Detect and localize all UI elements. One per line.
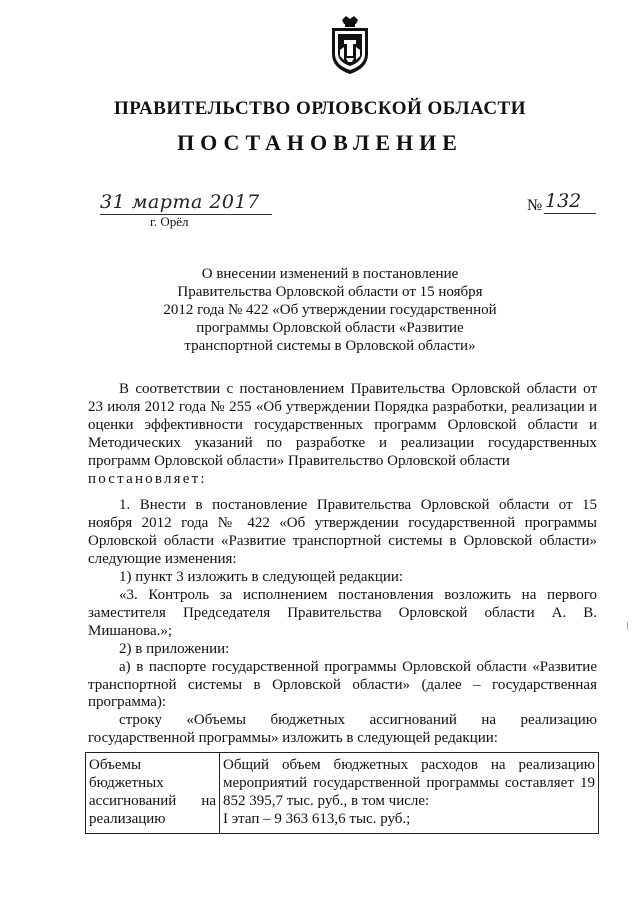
item-1-1: 1) пункт 3 изложить в следующей редакции:: [119, 569, 404, 586]
passport-table: [85, 752, 599, 834]
decree-date: 31 марта 2017: [100, 191, 260, 213]
subject-line: 2012 года № 422 «Об утверждении государственной: [163, 302, 497, 318]
subject-line: О внесении изменений в постановление: [201, 266, 459, 282]
resolves-word: постановляет:: [88, 470, 207, 487]
government-title: ПРАВИТЕЛЬСТВО ОРЛОВСКОЙ ОБЛАСТИ: [113, 98, 526, 119]
decree-title: ПОСТАНОВЛЕНИЕ: [177, 130, 463, 155]
label-line: Объемы: [89, 757, 142, 773]
decree-subject: [120, 265, 540, 355]
label-line: [89, 793, 216, 811]
item-1-2-a: а) в паспорте государственной программы Орловской области «Развитие транспортной системы в Орловской области» (далее – государственная программа):: [88, 658, 597, 711]
item-1-2-a-row: строку «Объемы бюджетных ассигнований на реализацию государственной программы» изложить в следующей редакции:: [88, 712, 597, 747]
decree-number: 132: [545, 190, 582, 212]
decree-body: [88, 381, 597, 748]
table-cell-value: [220, 753, 599, 834]
table-cell-label: [86, 753, 220, 834]
preamble-paragraph: В соответствии с постановлением Правительства Орловской области от 23 июля 2012 года № 255 «Об утверждении Порядка разработки, реализации и оценки эффективности государственных программ Орловской области и Методических указаний по разработке и реализации государственных программ Орловской области» Правительство Орловской области: [88, 381, 597, 469]
number-underline: [544, 213, 596, 214]
coat-of-arms-icon: [326, 14, 374, 76]
subject-line: Правительства Орловской области от 15 ноября: [177, 284, 483, 300]
subject-line: программы Орловской области «Развитие: [196, 320, 464, 336]
label-word: на: [201, 792, 216, 809]
value-paragraph: I этап – 9 363 613,6 тыс. руб.;: [223, 810, 411, 827]
number-sign: №: [527, 197, 543, 214]
item-1-1-text: «3. Контроль за исполнением постановления возложить на первого заместителя Председателя Правительства Орловской области А. В. Мишанова.»;: [88, 586, 597, 639]
label-line: реализацию: [89, 810, 166, 827]
label-word: ассигнований: [89, 792, 177, 809]
value-paragraph: Общий объем бюджетных расходов на реализацию мероприятий государственной программы составляет 19 852 395,7 тыс. руб., в том числе:: [223, 757, 595, 809]
scan-mark: [627, 622, 629, 630]
item-1-2: 2) в приложении:: [119, 640, 230, 657]
table-row: [86, 753, 599, 834]
decree-city: г. Орёл: [150, 214, 189, 229]
subject-line: транспортной системы в Орловской области»: [184, 338, 476, 354]
label-line: бюджетных: [89, 774, 164, 791]
item-1: 1. Внести в постановление Правительства Орловской области от 15 ноября 2012 года № 422 «Об утверждении государственной программы Орловской области «Развитие транспортной системы в Орловской области» следующие изменения:: [88, 497, 597, 568]
